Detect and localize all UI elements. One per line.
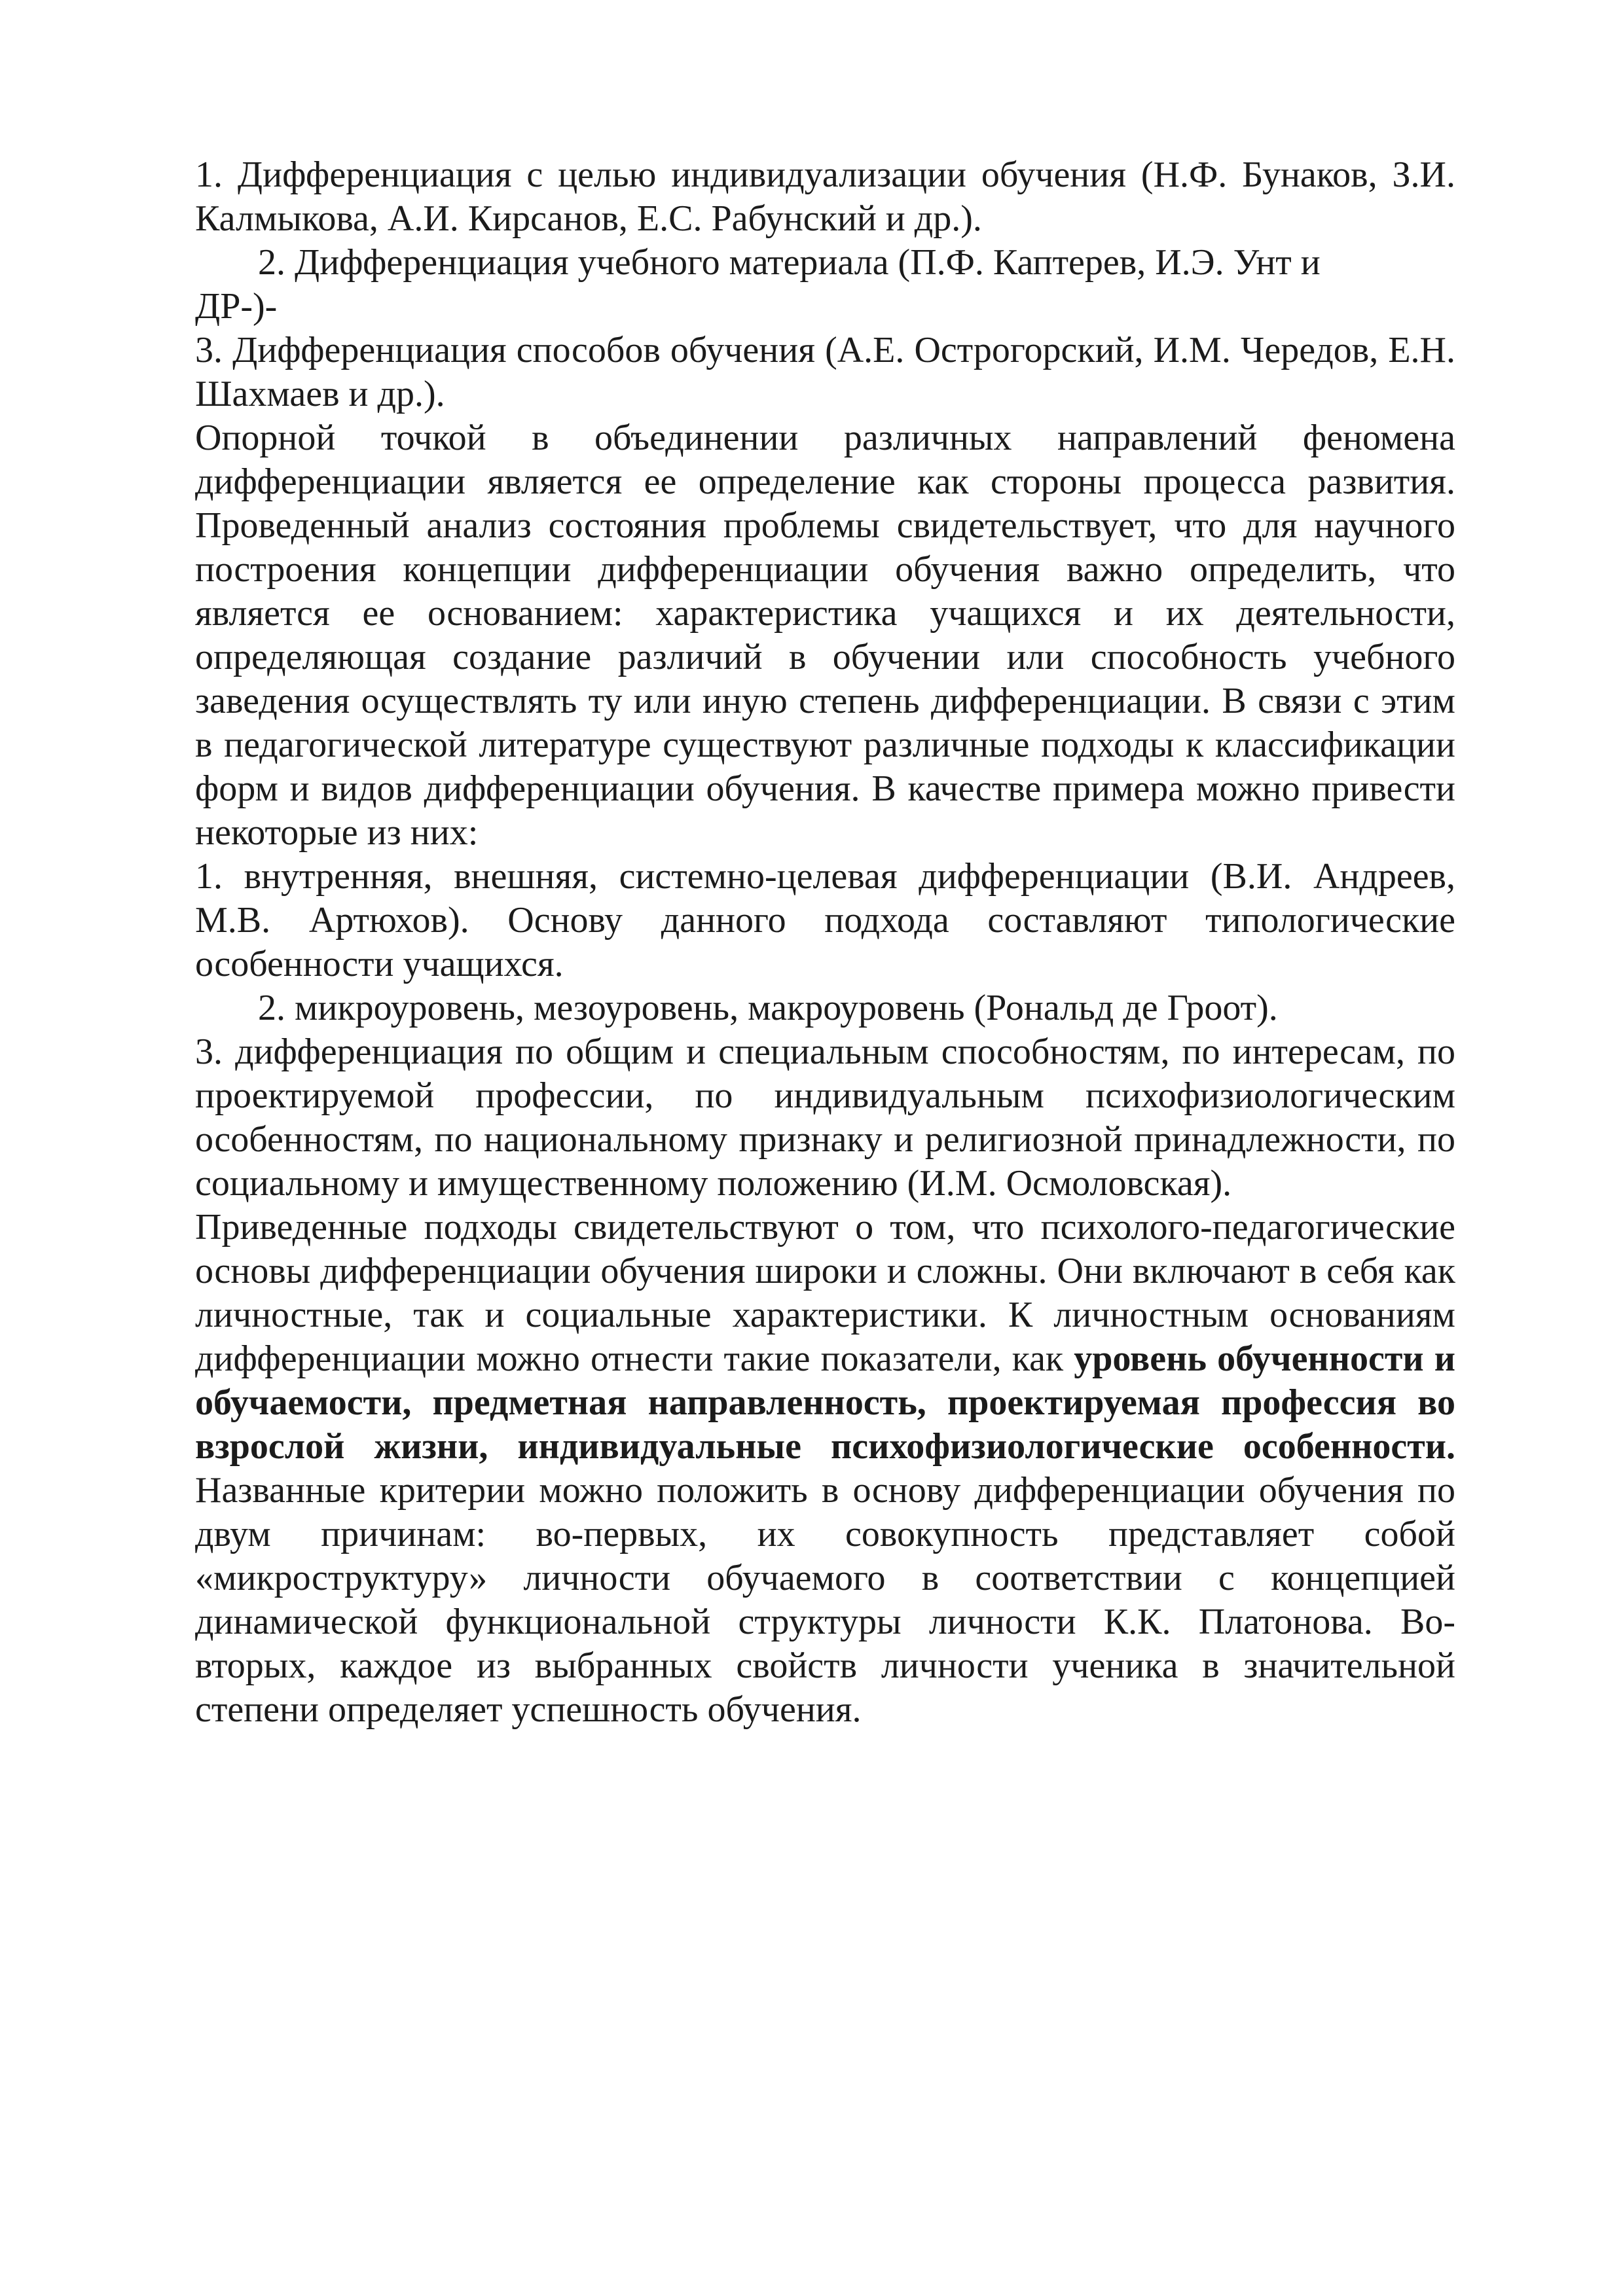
list2-item-2: 2. микроуровень, мезоуровень, макроуровень (Рональд де Гроот). xyxy=(258,988,1278,1028)
document-body xyxy=(195,153,1455,1732)
list1-item-2 xyxy=(195,241,1455,285)
paragraph-1: Опорной точкой в объединении различных направлений феномена дифференциации является ее определение как стороны процесса развития. Проведенный анализ состояния проблемы свидетельствует, что для научного построения концепции дифференциации обучения важно определить, что является ее основанием: характеристика учащихся и их деятельности, определяющая создание различий в обучении или способность учебного заведения осуществлять ту или иную степень дифференциации. В связи с этим в педагогической литературе существуют различные подходы к классификации форм и видов дифференциации обучения. В качестве примера можно привести некоторые из них: xyxy=(195,418,1455,853)
paragraph-2-end: Названные критерии можно положить в основу дифференциации обучения по двум причинам: во-первых, их совокупность представляет собой «микроструктуру» личности обучаемого в соответствии с концепцией динамической функциональной структуры личности К.К. Платонова. Во-вторых, каждое из выбранных свойств личности ученика в значительной степени определяет успешность обучения. xyxy=(195,1470,1455,1730)
paragraph-2-bold-criteria: уровень обученности и обучаемости, предметная направленность, проектируемая профессия во взрослой жизни, индивидуальные психофизиологические особенности. xyxy=(195,1338,1455,1467)
list1-item-2-text: 2. Дифференциация учебного материала (П.Ф. Каптерев, И.Э. Унт и xyxy=(258,242,1321,283)
list1-item-1: 1. Дифференциация с целью индивидуализации обучения (Н.Ф. Бунаков, З.И. Калмыкова, А.И. Кирсанов, Е.С. Рабунский и др.). xyxy=(195,154,1455,239)
list2-item-3: 3. дифференциация по общим и специальным способностям, по интересам, по проектируемой профессии, по индивидуальным психофизиологическим особенностям, по национальному признаку и религиозной принадлежности, по социальному и имущественному положению (И.М. Осмоловская). xyxy=(195,1031,1455,1204)
list1-item-3: 3. Дифференциация способов обучения (А.Е. Острогорский, И.М. Чередов, Е.Н. Шахмаев и др.). xyxy=(195,330,1455,414)
paragraph-2 xyxy=(195,1206,1455,1732)
list1-item-2-continuation: ДР-)- xyxy=(195,286,278,327)
paragraph-2-start: Приведенные подходы свидетельствуют о том, что психолого-педагогические основы дифференциации обучения широки и сложны. Они включают в себя как личностные, так и социальные характеристики. К личностным основаниям дифференциации можно отнести такие показатели, как xyxy=(195,1207,1455,1379)
list2-item-1: 1. внутренняя, внешняя, системно-целевая дифференциации (В.И. Андреев, М.В. Артюхов). Основу данного подхода составляют типологические особенности учащихся. xyxy=(195,856,1455,984)
